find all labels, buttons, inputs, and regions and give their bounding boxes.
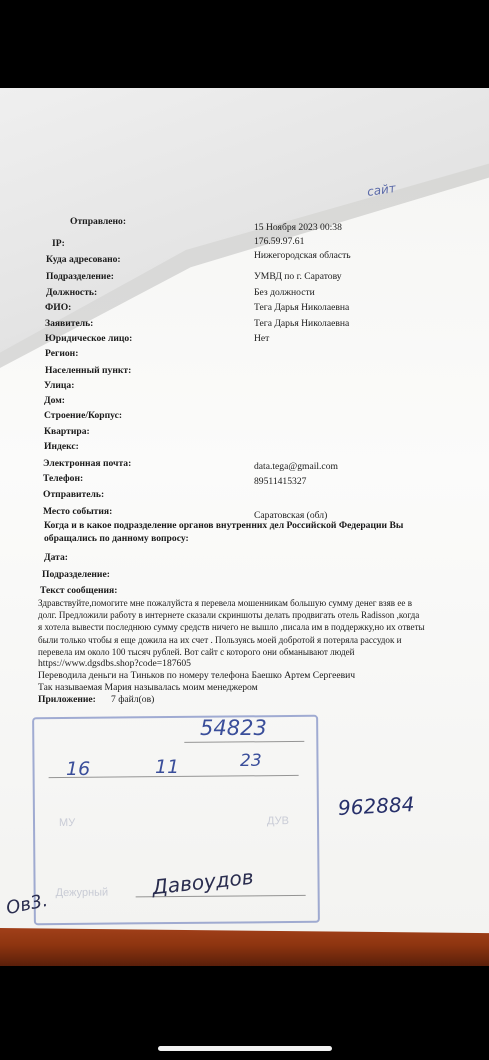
field-value: УМВД по г. Саратову xyxy=(254,271,342,282)
field-label: Электронная почта: xyxy=(43,458,132,469)
field-label: Регион: xyxy=(45,348,79,359)
field-value: Саратовская (обл) xyxy=(254,510,328,521)
message-line: были только чтобы я еще дожила на их счет . Пользуясь моей добротой я потеряла рассудок и xyxy=(38,634,402,645)
field-label: ФИО: xyxy=(45,302,72,313)
question-line-1: Когда и в какое подразделение органов внутренних дел Российской Федерации Вы xyxy=(44,520,404,531)
field-label: Подразделение: xyxy=(46,271,114,282)
field-value: Нет xyxy=(254,333,270,344)
field-value: Без должности xyxy=(254,287,315,298)
document-content xyxy=(0,88,489,966)
ip-label: IP: xyxy=(52,238,65,249)
field-label: Место события: xyxy=(43,506,113,517)
field-value: Тега Дарья Николаевна xyxy=(254,302,350,313)
stamp-faint-text: МУ xyxy=(58,816,76,830)
message-line: долг. Предложили работу в интернете сказали скриншоты делать продвигать отель Radisson ,когда xyxy=(38,610,420,621)
message-text xyxy=(38,597,458,695)
field-label: Должность: xyxy=(46,287,98,298)
home-indicator[interactable] xyxy=(158,1046,332,1051)
field-label: Куда адресовано: xyxy=(46,254,121,265)
question-line-2: обращались по данному вопросу: xyxy=(44,533,189,544)
region-value: Нижегородская область xyxy=(254,250,351,261)
submitted-label: Отправлено: xyxy=(70,216,127,227)
stamp-year: 23 xyxy=(240,751,262,771)
message-line: перевела им около 100 тысяч рублей. Вот сайт с которого они обманывают людей xyxy=(38,646,355,657)
field-value: 89511415327 xyxy=(254,476,307,487)
message-line: Так называемая Мария называлась моим менеджером xyxy=(38,682,258,694)
message-line: Здравствуйте,помогите мне пожалуйста я перевела мошенникам большую сумму денег взяв ее в xyxy=(38,598,413,608)
message-line: я хотела вывести последнюю сумму средств ничего не вышло ,писала им в поддержку,но их ответы xyxy=(38,622,425,633)
field-label: Телефон: xyxy=(43,473,84,484)
stamp-day: 16 xyxy=(66,758,91,780)
field-label: Квартира: xyxy=(44,426,90,437)
side-number: 962884 xyxy=(337,792,415,820)
submitted-value: 15 Ноября 2023 00:38 xyxy=(254,222,342,233)
document-photo xyxy=(0,88,489,966)
corner-note: сайт xyxy=(366,181,397,199)
attachment-label: Приложение: xyxy=(38,694,96,705)
field-label: Строение/Корпус: xyxy=(44,410,123,421)
left-note: Ов3. xyxy=(4,889,50,920)
field-label: Индекс: xyxy=(44,441,79,452)
stamp-faint-text: Дежурный xyxy=(55,886,109,900)
stamp-number-line xyxy=(184,741,304,743)
message-line: https://www.dgsdbs.shop?code=187605 xyxy=(38,658,191,670)
message-label: Текст сообщения: xyxy=(40,585,118,596)
field-label: Отправитель: xyxy=(43,489,105,500)
stamp-month: 11 xyxy=(155,756,180,778)
field-label: Юридическое лицо: xyxy=(45,333,133,344)
attachment-value: 7 файл(ов) xyxy=(111,694,155,705)
message-line: Переводила деньги на Тиньков по номеру телефона Баешко Артем Сергеевич xyxy=(38,670,356,682)
subdivision-label: Подразделение: xyxy=(42,569,110,580)
field-label: Улица: xyxy=(44,380,75,391)
field-value: data.tega@gmail.com xyxy=(254,461,338,472)
stamp-faint-text: ДУВ xyxy=(266,815,289,828)
stamp-number: 54823 xyxy=(200,716,267,740)
date-label: Дата: xyxy=(44,552,68,563)
stamp-signature: Давоудов xyxy=(151,864,255,900)
field-label: Дом: xyxy=(44,395,65,406)
ip-value: 176.59.97.61 xyxy=(254,236,305,247)
field-value: Тега Дарья Николаевна xyxy=(254,318,350,329)
field-label: Населенный пункт: xyxy=(45,365,132,376)
field-label: Заявитель: xyxy=(45,318,94,329)
